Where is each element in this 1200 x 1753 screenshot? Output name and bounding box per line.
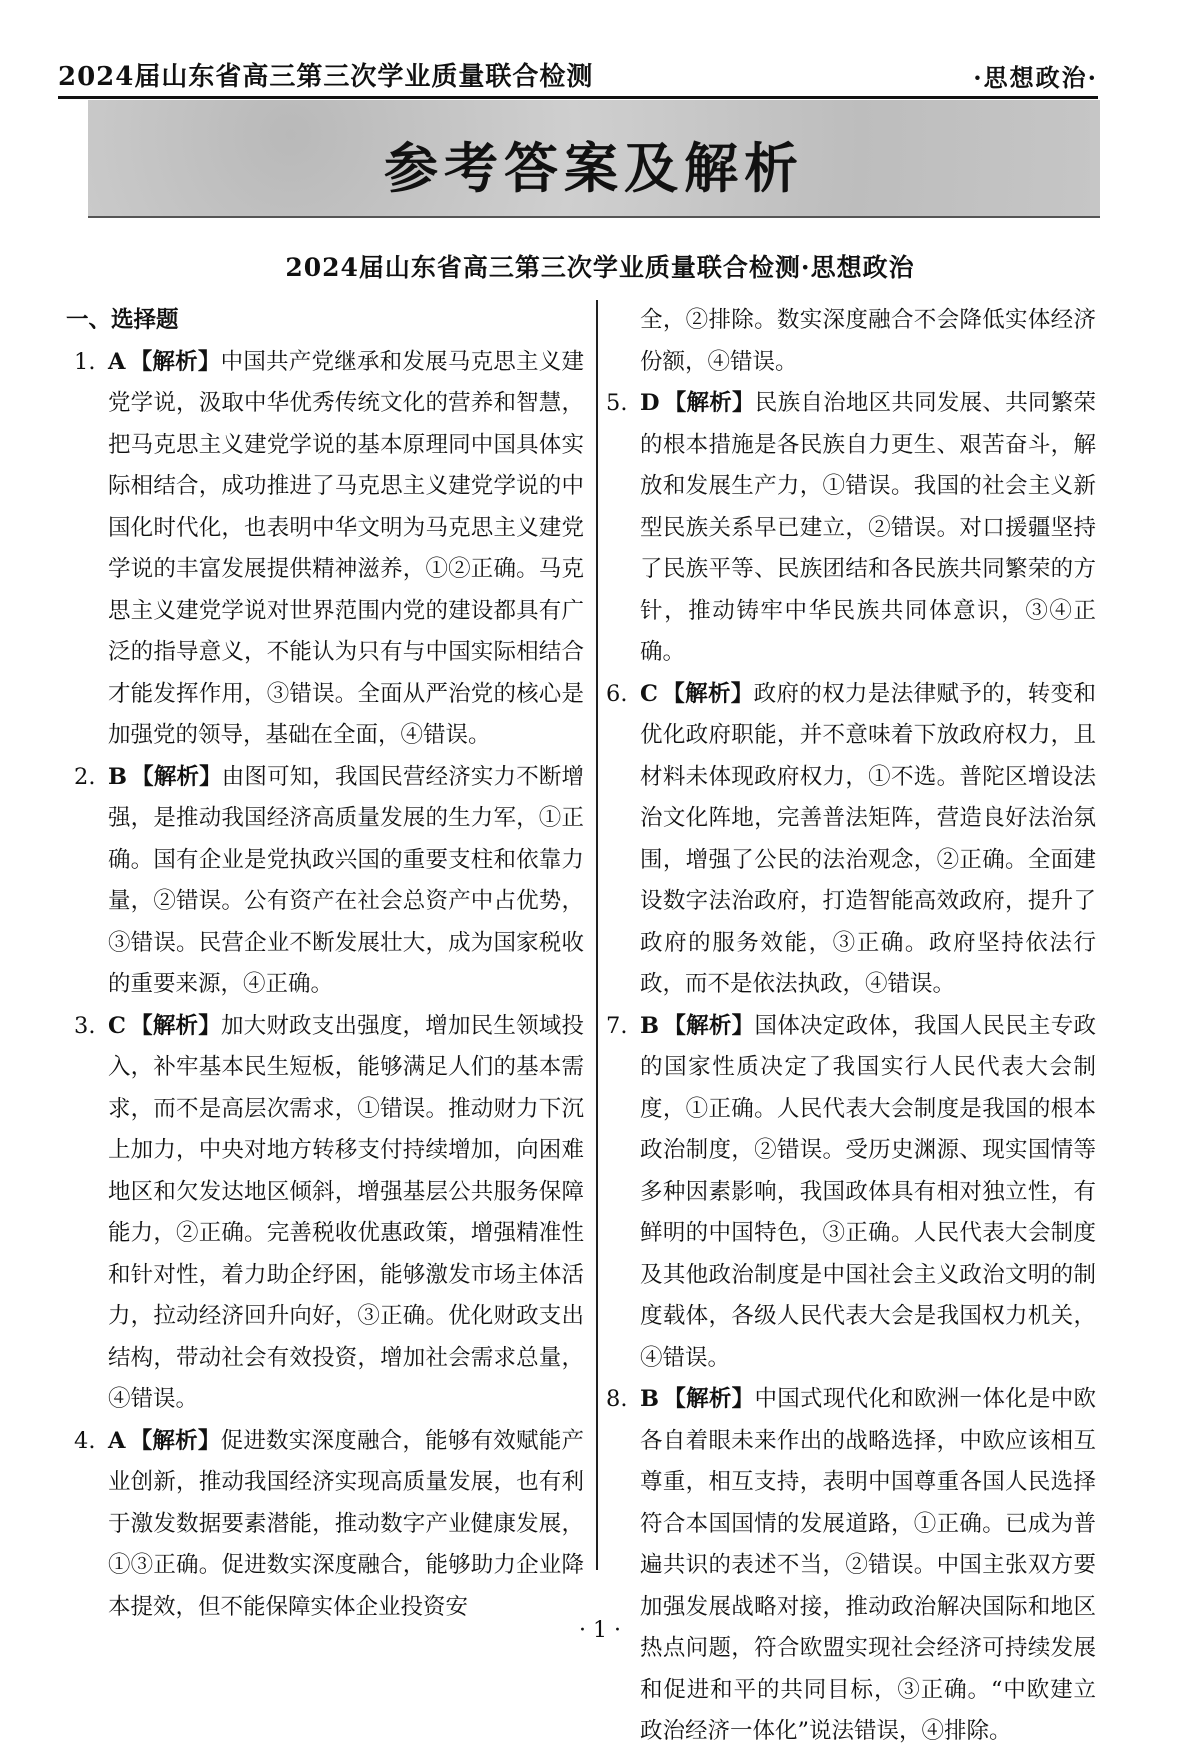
item-number: 1. <box>74 348 96 375</box>
answer-item-1 <box>74 342 584 757</box>
answer-item-8 <box>606 1379 1096 1753</box>
analysis-tag: 【解析】 <box>661 680 754 707</box>
item-text: 由图可知，我国民营经济实力不断增强，是推动我国经济高质量发展的生力军，①正确。国有企业是党执政兴国的重要支柱和依靠力量，②错误。公有资产在社会总资产中占优势，③错误。民营企业不断发展壮大，成为国家税收的重要来源，④正确。 <box>108 763 584 997</box>
answer-item-7 <box>606 1006 1096 1380</box>
analysis-tag: 【解析】 <box>129 1427 221 1454</box>
item-text: 民族自治地区共同发展、共同繁荣的根本措施是各民族自力更生、艰苦奋斗，解放和发展生产力，①错误。我国的社会主义新型民族关系早已建立，②错误。对口援疆坚持了民族平等、民族团结和各民族共同繁荣的方针，推动铸牢中华民族共同体意识，③④正确。 <box>640 390 1096 665</box>
analysis-tag: 【解析】 <box>663 390 755 416</box>
item-number: 6. <box>606 680 628 707</box>
header-rule <box>58 96 1098 99</box>
item-text: 促进数实深度融合，能够有效赋能产业创新，推动我国经济实现高质量发展，也有利于激发数据要素潜能，推动数字产业健康发展，①③正确。促进数实深度融合，能够助力企业降本提效，但不能保障实体企业投资安 <box>108 1427 584 1620</box>
analysis-tag: 【解析】 <box>663 1012 755 1039</box>
left-column <box>66 300 584 1628</box>
item-answer: D <box>640 390 660 416</box>
page-number: · 1 · <box>579 1618 621 1643</box>
item-text: 国体决定政体，我国人民民主专政的国家性质决定了我国实行人民代表大会制度，①正确。人民代表大会制度是我国的根本政治制度，②错误。受历史渊源、现实国情等多种因素影响，我国政体具有相对独立性，有鲜明的中国特色，③正确。人民代表大会制度及其他政治制度是中国社会主义政治文明的制度载体，各级人民代表大会是我国权力机关，④错误。 <box>640 1012 1096 1371</box>
answer-item-4 <box>74 1421 584 1629</box>
item-answer: B <box>640 1386 660 1412</box>
analysis-tag: 【解析】 <box>129 1012 221 1039</box>
item-answer: B <box>108 763 128 790</box>
item-number: 4. <box>74 1427 96 1454</box>
analysis-tag: 【解析】 <box>131 763 222 790</box>
answer-item-3 <box>74 1006 584 1421</box>
item-answer: A <box>108 1427 126 1454</box>
item-text: 政府的权力是法律赋予的，转变和优化政府职能，并不意味着下放政府权力，且材料未体现政府权力，①不选。普陀区增设法治文化阵地，完善普法矩阵，营造良好法治氛围，增强了公民的法治观念，②正确。全面建设数字法治政府，打造智能高效政府，提升了政府的服务效能，③正确。政府坚持依法行政，而不是依法执政，④错误。 <box>640 680 1096 997</box>
header-subject: ·思想政治· <box>973 63 1098 92</box>
running-header <box>58 52 1098 92</box>
analysis-tag: 【解析】 <box>129 348 221 375</box>
header-exam-title: 2024届山东省高三第三次学业质量联合检测 <box>58 62 594 92</box>
item-text: 中国式现代化和欧洲一体化是中欧各自着眼未来作出的战略选择，中欧应该相互尊重，相互支持，表明中国尊重各国人民选择符合本国国情的发展道路，①正确。已成为普遍共识的表述不当，②错误。中国主张双方要加强发展战略对接，推动政治解决国际和地区热点问题，符合欧盟实现社会经济可持续发展和促进和平的共同目标，③正确。“中欧建立政治经济一体化”说法错误，④排除。 <box>640 1386 1096 1744</box>
document-subtitle: 2024届山东省高三第三次学业质量联合检测·思想政治 <box>285 253 915 282</box>
item-text: 中国共产党继承和发展马克思主义建党学说，汲取中华优秀传统文化的营养和智慧，把马克思主义建党学说的基本原理同中国具体实际相结合，成功推进了马克思主义建党学说的中国化时代化，也表明中华文明为马克思主义建党学说的丰富发展提供精神滋养，①②正确。马克思主义建党学说对世界范围内党的建设都具有广泛的指导意义，不能认为只有与中国实际相结合才能发挥作用，③错误。全面从严治党的核心是加强党的领导，基础在全面，④错误。 <box>108 348 584 748</box>
answer-item-2 <box>74 757 584 1006</box>
item-answer: A <box>108 348 126 375</box>
banner-title: 参考答案及解析 <box>384 137 804 200</box>
item-number: 8. <box>606 1386 628 1412</box>
item-number: 7. <box>606 1012 628 1039</box>
item-4-continuation: 全，②排除。数实深度融合不会降低实体经济份额，④错误。 <box>640 307 1096 375</box>
answer-item-6 <box>606 674 1096 1006</box>
section-title: 一、选择题 <box>66 307 179 333</box>
item-answer: C <box>108 1012 126 1039</box>
answer-item-5 <box>606 383 1096 674</box>
analysis-tag: 【解析】 <box>663 1386 755 1412</box>
right-column <box>606 300 1096 1753</box>
item-text: 加大财政支出强度，增加民生领域投入，补牢基本民生短板，能够满足人们的基本需求，而不是高层次需求，①错误。推动财力下沉上加力，中央对地方转移支付持续增加，向困难地区和欠发达地区倾斜，增强基层公共服务保障能力，②正确。完善税收优惠政策，增强精准性和针对性，着力助企纾困，能够激发市场主体活力，拉动经济回升向好，③正确。优化财政支出结构，带动社会有效投资，增加社会需求总量，④错误。 <box>108 1012 584 1412</box>
item-number: 5. <box>606 390 628 416</box>
item-number: 3. <box>74 1012 96 1039</box>
title-banner <box>88 100 1100 218</box>
item-answer: C <box>640 680 658 707</box>
item-number: 2. <box>74 763 96 790</box>
item-answer: B <box>640 1012 660 1039</box>
column-divider <box>596 300 598 1570</box>
